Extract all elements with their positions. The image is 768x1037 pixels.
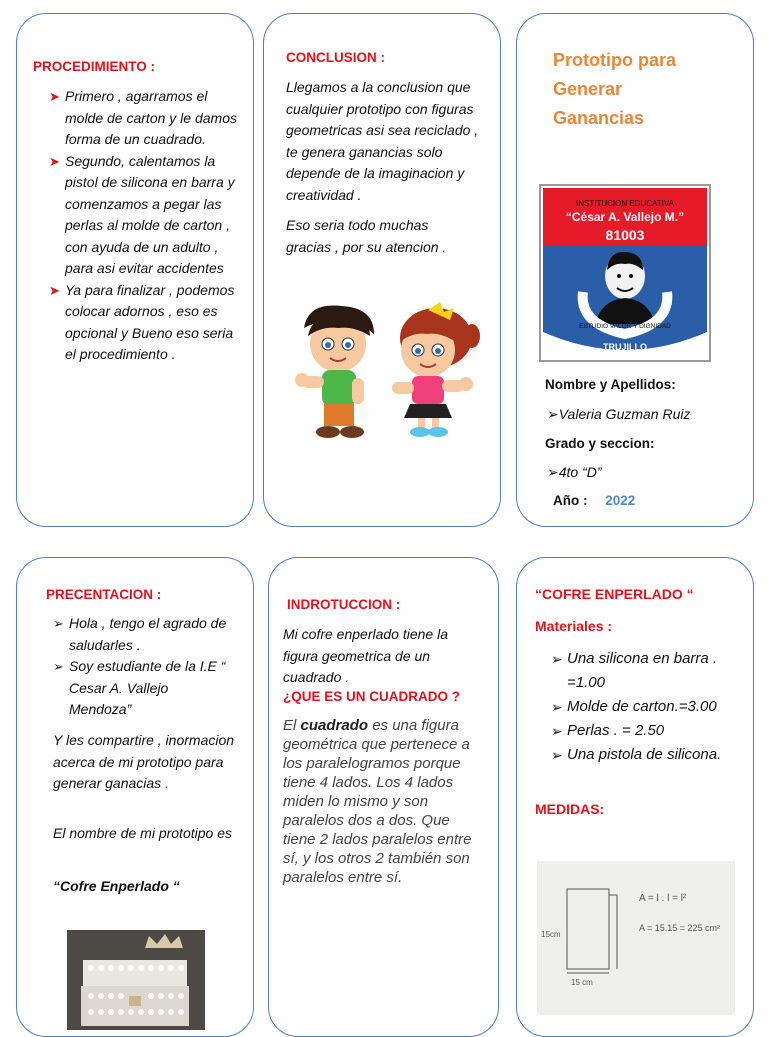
presentacion-bullet: ➢ Soy estudiante de la I.E “ Cesar A. Vallejo Mendoza” [53, 658, 226, 717]
sketch-formula-1: A = l . l = l² [639, 893, 687, 904]
prototype-title: “COFRE ENPERLADO “ [535, 586, 694, 602]
arrow-bullet-icon: ➢ [53, 659, 64, 674]
cover-title: Prototipo para Generar Ganancias [553, 50, 677, 128]
name-value: ➢Valeria Guzman Ruiz [547, 406, 691, 422]
sketch-side-label: 15cm [541, 930, 561, 939]
year-label: Año : [553, 493, 588, 508]
prototype-name: “Cofre Enperlado “ [53, 878, 180, 894]
presentacion-panel [16, 557, 254, 1037]
arrow-bullet-icon: ➢ [547, 464, 559, 480]
sketch-formula-2: A = 15.15 = 225 cm² [639, 923, 721, 933]
grade-label: Grado y seccion: [545, 436, 655, 451]
year-value: 2022 [605, 493, 636, 508]
procedimiento-step: ➤ Segundo, calentamos la pistol de silicona en barra y comenzamos a pegar las perlas al molde de carton , con ayuda de un adulto , para asi evitar accidentes [49, 152, 235, 276]
year-row [553, 493, 635, 508]
procedimiento-steps [49, 86, 239, 366]
arrow-bullet-icon: ➢ [53, 616, 64, 631]
arrow-bullet-icon: ➢ [551, 723, 563, 739]
introduccion-paragraph: Mi cofre enperlado tiene la figura geometrica de un cuadrado . [283, 626, 448, 685]
arrow-bullet-icon: ➤ [49, 89, 60, 104]
presentacion-paragraph: Y les compartire , inormacion acerca de mi prototipo para generar ganacias . [53, 732, 235, 791]
material-item: ➢ Molde de carton.=3.00 [551, 695, 743, 719]
materiales-heading: Materiales : [535, 618, 613, 634]
material-item: ➢ Una silicona en barra . =1.00 [551, 647, 743, 695]
logo-line1: INSTITUCION EDUCATIVA [576, 199, 674, 208]
logo-line2: “César A. Vallejo M.” [565, 210, 685, 224]
school-logo [539, 184, 711, 364]
introduccion-panel [268, 557, 499, 1037]
cuadrado-question: ¿QUE ES UN CUADRADO ? [283, 689, 461, 704]
procedimiento-panel [16, 13, 254, 527]
presentacion-name-intro: El nombre de mi prototipo es [53, 825, 232, 841]
arrow-bullet-icon: ➤ [49, 153, 60, 169]
conclusion-heading: CONCLUSION : [286, 50, 385, 65]
name-label: Nombre y Apellidos: [545, 377, 676, 392]
arrow-bullet-icon: ➢ [551, 699, 563, 715]
girl-figure [392, 302, 480, 437]
conclusion-paragraph: Llegamos a la conclusion que cualquier prototipo con figuras geometricas asi sea reciclado , te genera ganancias solo depende de la imaginacion y creatividad . [286, 79, 479, 203]
material-item: ➢ Una pistola de silicona. [551, 743, 743, 767]
materiales-panel [516, 557, 754, 1037]
presentacion-bullets [53, 613, 233, 721]
medidas-heading: MEDIDAS: [535, 801, 605, 817]
kids-illustration [288, 300, 484, 440]
sketch-bottom-label: 15 cm [571, 978, 593, 987]
material-item: ➢ Perlas . = 2.50 [551, 719, 743, 743]
conclusion-panel [263, 13, 501, 527]
presentacion-bullet: ➢ Hola , tengo el agrado de saludarles . [53, 615, 227, 653]
arrow-bullet-icon: ➢ [547, 406, 559, 422]
boy-figure [295, 305, 374, 438]
grade-value: ➢4to “D” [547, 464, 602, 480]
procedimiento-heading: PROCEDIMIENTO : [33, 59, 156, 74]
arrow-bullet-icon: ➤ [49, 282, 60, 298]
materiales-list [551, 647, 743, 767]
arrow-bullet-icon: ➢ [551, 651, 563, 667]
presentacion-heading: PRECENTACION : [46, 587, 162, 602]
logo-city: TRUJILLO [603, 342, 647, 352]
measurements-sketch [537, 861, 735, 1015]
conclusion-thanks: Eso seria todo muchas gracias , por su atencion . [286, 217, 447, 255]
introduccion-heading: INDROTUCCION : [287, 597, 401, 612]
cuadrado-definition: El cuadrado es una figura geométrica que pertenece a los paralelogramos porque tiene 4 lados. Los 4 lados miden lo mismo y son paralelos dos a dos. Que tiene 2 lados paralelos entre sí, y los otros 2 también son paralelos entre sí. [283, 717, 472, 886]
procedimiento-step: ➤ Primero , agarramos el molde de carton y le damos forma de un cuadrado. [49, 88, 237, 147]
logo-arc: ESTUDIO VALOR Y DIGNIDAD [579, 323, 671, 330]
arrow-bullet-icon: ➢ [551, 747, 563, 763]
pearl-box-photo [67, 930, 205, 1030]
logo-line3: 81003 [605, 227, 645, 243]
cover-panel [516, 13, 754, 527]
procedimiento-step: ➤ Ya para finalizar , podemos colocar adornos , eso es opcional y Bueno eso seria el procedimiento . [49, 281, 235, 362]
